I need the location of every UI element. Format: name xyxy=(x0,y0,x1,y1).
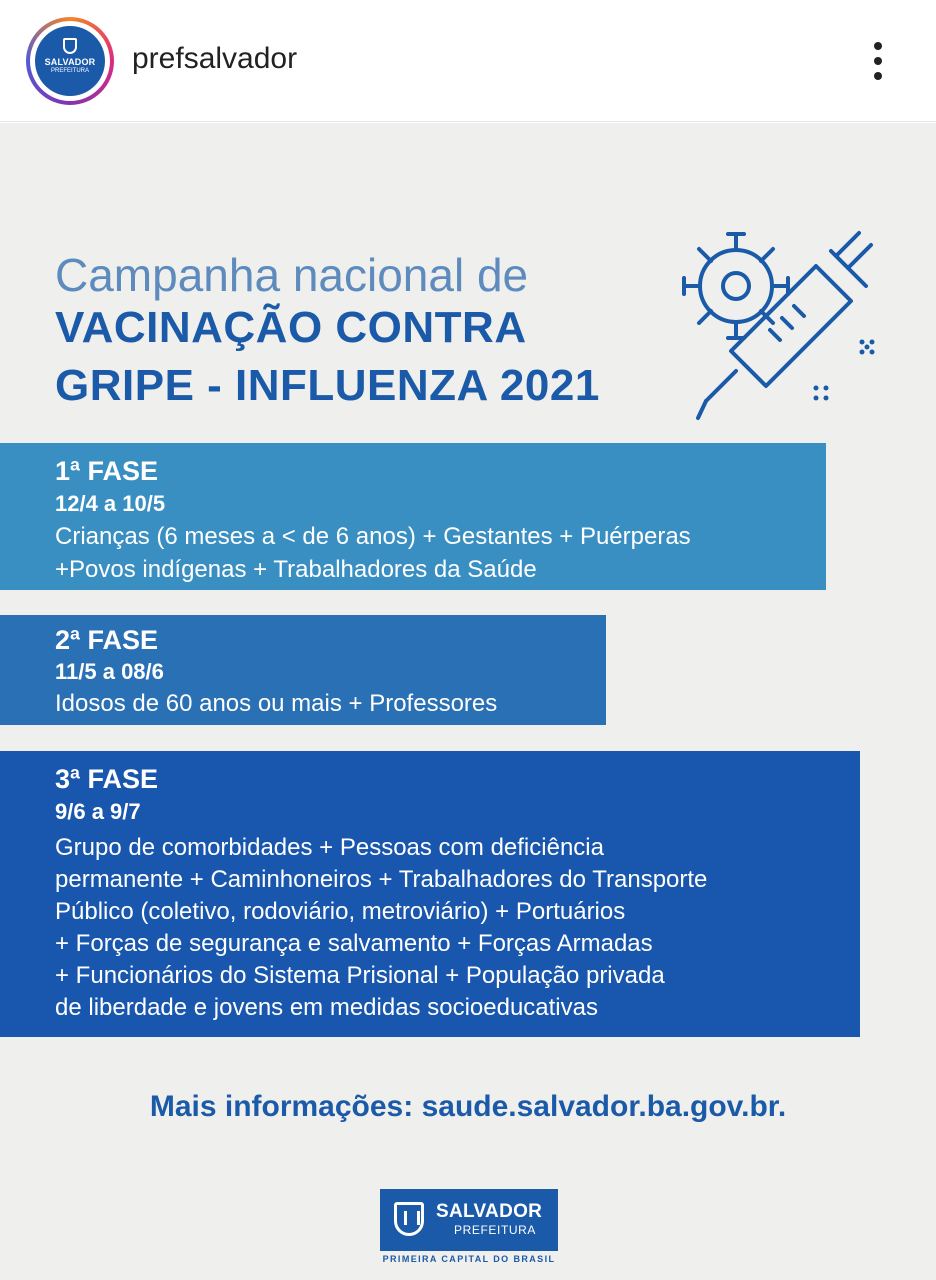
phase-3-line: + Funcionários do Sistema Prisional + População privada xyxy=(55,962,665,989)
post-image xyxy=(0,123,936,1280)
campaign-title-line2: VACINAÇÃO CONTRA xyxy=(55,303,527,352)
phase-3-dates: 9/6 a 9/7 xyxy=(55,799,141,824)
avatar-logo-subtext: PREFEITURA xyxy=(50,68,89,74)
username-link[interactable]: prefsalvador xyxy=(132,42,298,75)
footer-logo-main: SALVADOR xyxy=(436,1201,543,1222)
phase-3-line: Grupo de comorbidades + Pessoas com deficiência xyxy=(55,834,604,861)
phase-3-line: Público (coletivo, rodoviário, metroviário) + Portuários xyxy=(55,898,626,925)
phase-1-panel xyxy=(0,443,826,590)
avatar-logo-text: SALVADOR xyxy=(44,57,96,67)
phase-3-panel xyxy=(0,751,860,1037)
virus-icon xyxy=(684,234,788,338)
phase-2-title: 2ª FASE xyxy=(55,625,159,655)
profile-avatar[interactable] xyxy=(26,17,114,105)
phase-3-line: de liberdade e jovens em medidas socioeducativas xyxy=(55,994,598,1021)
phase-1-title: 1ª FASE xyxy=(55,456,159,486)
post-header xyxy=(0,0,936,122)
crest-icon xyxy=(63,38,77,54)
crest-icon xyxy=(394,1202,424,1236)
phase-1-dates: 12/4 a 10/5 xyxy=(55,491,166,516)
syringe-icon xyxy=(698,233,871,418)
phase-1-line: +Povos indígenas + Trabalhadores da Saúde xyxy=(55,556,537,583)
phase-2-line: Idosos de 60 anos ou mais + Professores xyxy=(55,690,498,717)
phase-3-line: + Forças de segurança e salvamento + Forças Armadas xyxy=(55,930,653,957)
sparkle-dots xyxy=(814,340,875,401)
campaign-title-line3: GRIPE - INFLUENZA 2021 xyxy=(55,361,600,410)
footer-tagline: PRIMEIRA CAPITAL DO BRASIL xyxy=(382,1254,556,1264)
more-info-text: Mais informações: saude.salvador.ba.gov.br. xyxy=(149,1090,787,1123)
phase-3-line: permanente + Caminhoneiros + Trabalhadores do Transporte xyxy=(55,866,708,893)
phase-1-line: Crianças (6 meses a < de 6 anos) + Gestantes + Puérperas xyxy=(55,523,691,550)
footer-prefeitura-logo xyxy=(380,1189,558,1251)
prefeitura-logo xyxy=(35,26,105,96)
phase-2-panel xyxy=(0,615,606,725)
phase-2-dates: 11/5 a 08/6 xyxy=(55,659,164,684)
avatar-inner xyxy=(30,21,110,101)
campaign-title-line1: Campanha nacional de xyxy=(55,249,529,301)
virus-syringe-illustration xyxy=(676,226,886,426)
more-vertical-icon[interactable] xyxy=(864,36,892,86)
footer-logo-sub: PREFEITURA xyxy=(454,1223,537,1237)
phase-3-title: 3ª FASE xyxy=(55,764,159,794)
